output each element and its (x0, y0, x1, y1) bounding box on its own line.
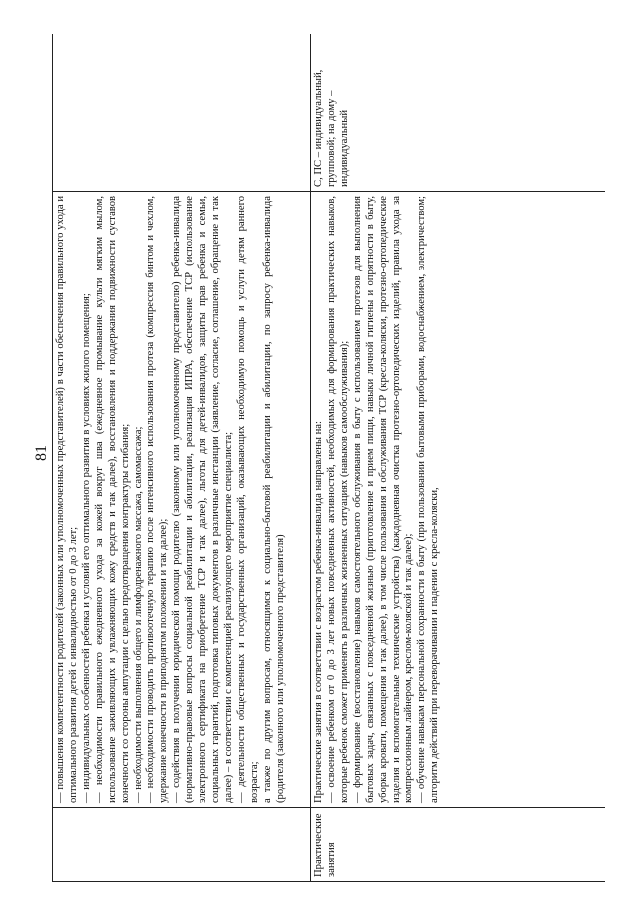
rotated-page (52, 34, 605, 882)
content-paragraph: — содействия в получении юридической помощи родителю (законному или уполномоченному представителю) ребенка-инвалида (нормативно-правовые вопросы социальной реабилитации и абилитации, реализация ИПРА, обеспечение ТСР (использование электронного сертификата на приобретение ТСР и так далее), льготы для детей-инвалидов, защиты прав ребенка и семьи, социальных гарантий, подготовка типовых документов в различные инстанции (заявление, согласие, соглашение, обращение и так далее) – в соответствии с компетенцией реализующего мероприятие специалиста; (171, 196, 234, 803)
table-row (311, 34, 606, 882)
row-form-cell: С, ПС – индивидуальный, групповой; на дому – индивидуальный (311, 34, 606, 192)
page-number: 81 (33, 445, 50, 461)
row-content-cell (311, 192, 606, 808)
content-paragraph: — обучение навыкам персональной сохранности в быту (при пользовании бытовыми приборами, водоснабжением, электричеством; алгоритм действий при переворачивании и падении с кресла-коляски, (416, 196, 441, 803)
rotated-content (52, 34, 605, 882)
content-paragraph: — освоение ребенком от 0 до 3 лет новых повседневных активностей, необходимых для формирования практических навыков, которые ребенок сможет применять в различных жизненных ситуациях (навыков самообслуживания); (325, 196, 350, 803)
row-name-cell (53, 808, 311, 882)
content-paragraph: — повышения компетентности родителей (законных или уполномоченных представителей) в части обеспечения правильного ухода и оптимального развития детей с инвалидностью от 0 до 3 лет; (55, 196, 79, 803)
content-paragraph: — необходимости правильного ежедневного ухода за кожей вокруг шва (ежедневное промывание культи мягким мылом, использование заживляющих и увлажняющих кожу средств и так далее), восстановления и поддержания подвижности суставов конечности со стороны ампутации с целью предотвращения контрактуры стибания; (93, 196, 131, 803)
row-content-cell (53, 192, 311, 808)
content-paragraph: а также по другим вопросам, относящимся к социально-бытовой реабилитации и абилитации, по запросу ребенка-инвалида (родителя (законного или уполномоченного представителя) (261, 196, 286, 803)
content-paragraph: — необходимости проводить противоотечную терапию после интенсивного использования протеза (компрессия бинтом и чехлом, удержание конечности в приподнятом положении и так далее); (145, 196, 170, 803)
content-paragraph: — деятельности общественных и государственных организаций, оказывающих необходимую помощь и услуги детям раннего возраста; (235, 196, 260, 803)
row-name-cell: Практические занятия (311, 808, 606, 882)
content-paragraph: — необходимости выполнения общего и лимфодренажного массажа, самомассажа; (132, 426, 144, 803)
content-paragraph: Практические занятия в соответствии с возрастом ребенка-инвалида направлены на: (313, 421, 324, 803)
content-paragraph: — индивидуальных особенностей ребенка и условий его оптимального развития в условиях жилого помещения; (80, 293, 92, 803)
row-form-cell (53, 34, 311, 192)
content-paragraph: — формирование (восстановление) навыков самостоятельного обслуживания в быту с использованием протезов для выполнения бытовых задач, связанных с повседневной жизнью (приготовление и прием пищи, навыки личной гигиены и опрятности в быту, уборка кровати, помещения и так далее), в том числе пользования и обслуживания ТСР (кресла-коляски, протезно-ортопедические изделия и вспомогательные технические устройства) (каждодневная очистка протезно-ортопедических изделий, правила ухода за компрессионным лайнером, креслом-коляской и так далее); (351, 196, 415, 803)
rehabilitation-table (52, 34, 605, 882)
table-row (53, 34, 311, 882)
